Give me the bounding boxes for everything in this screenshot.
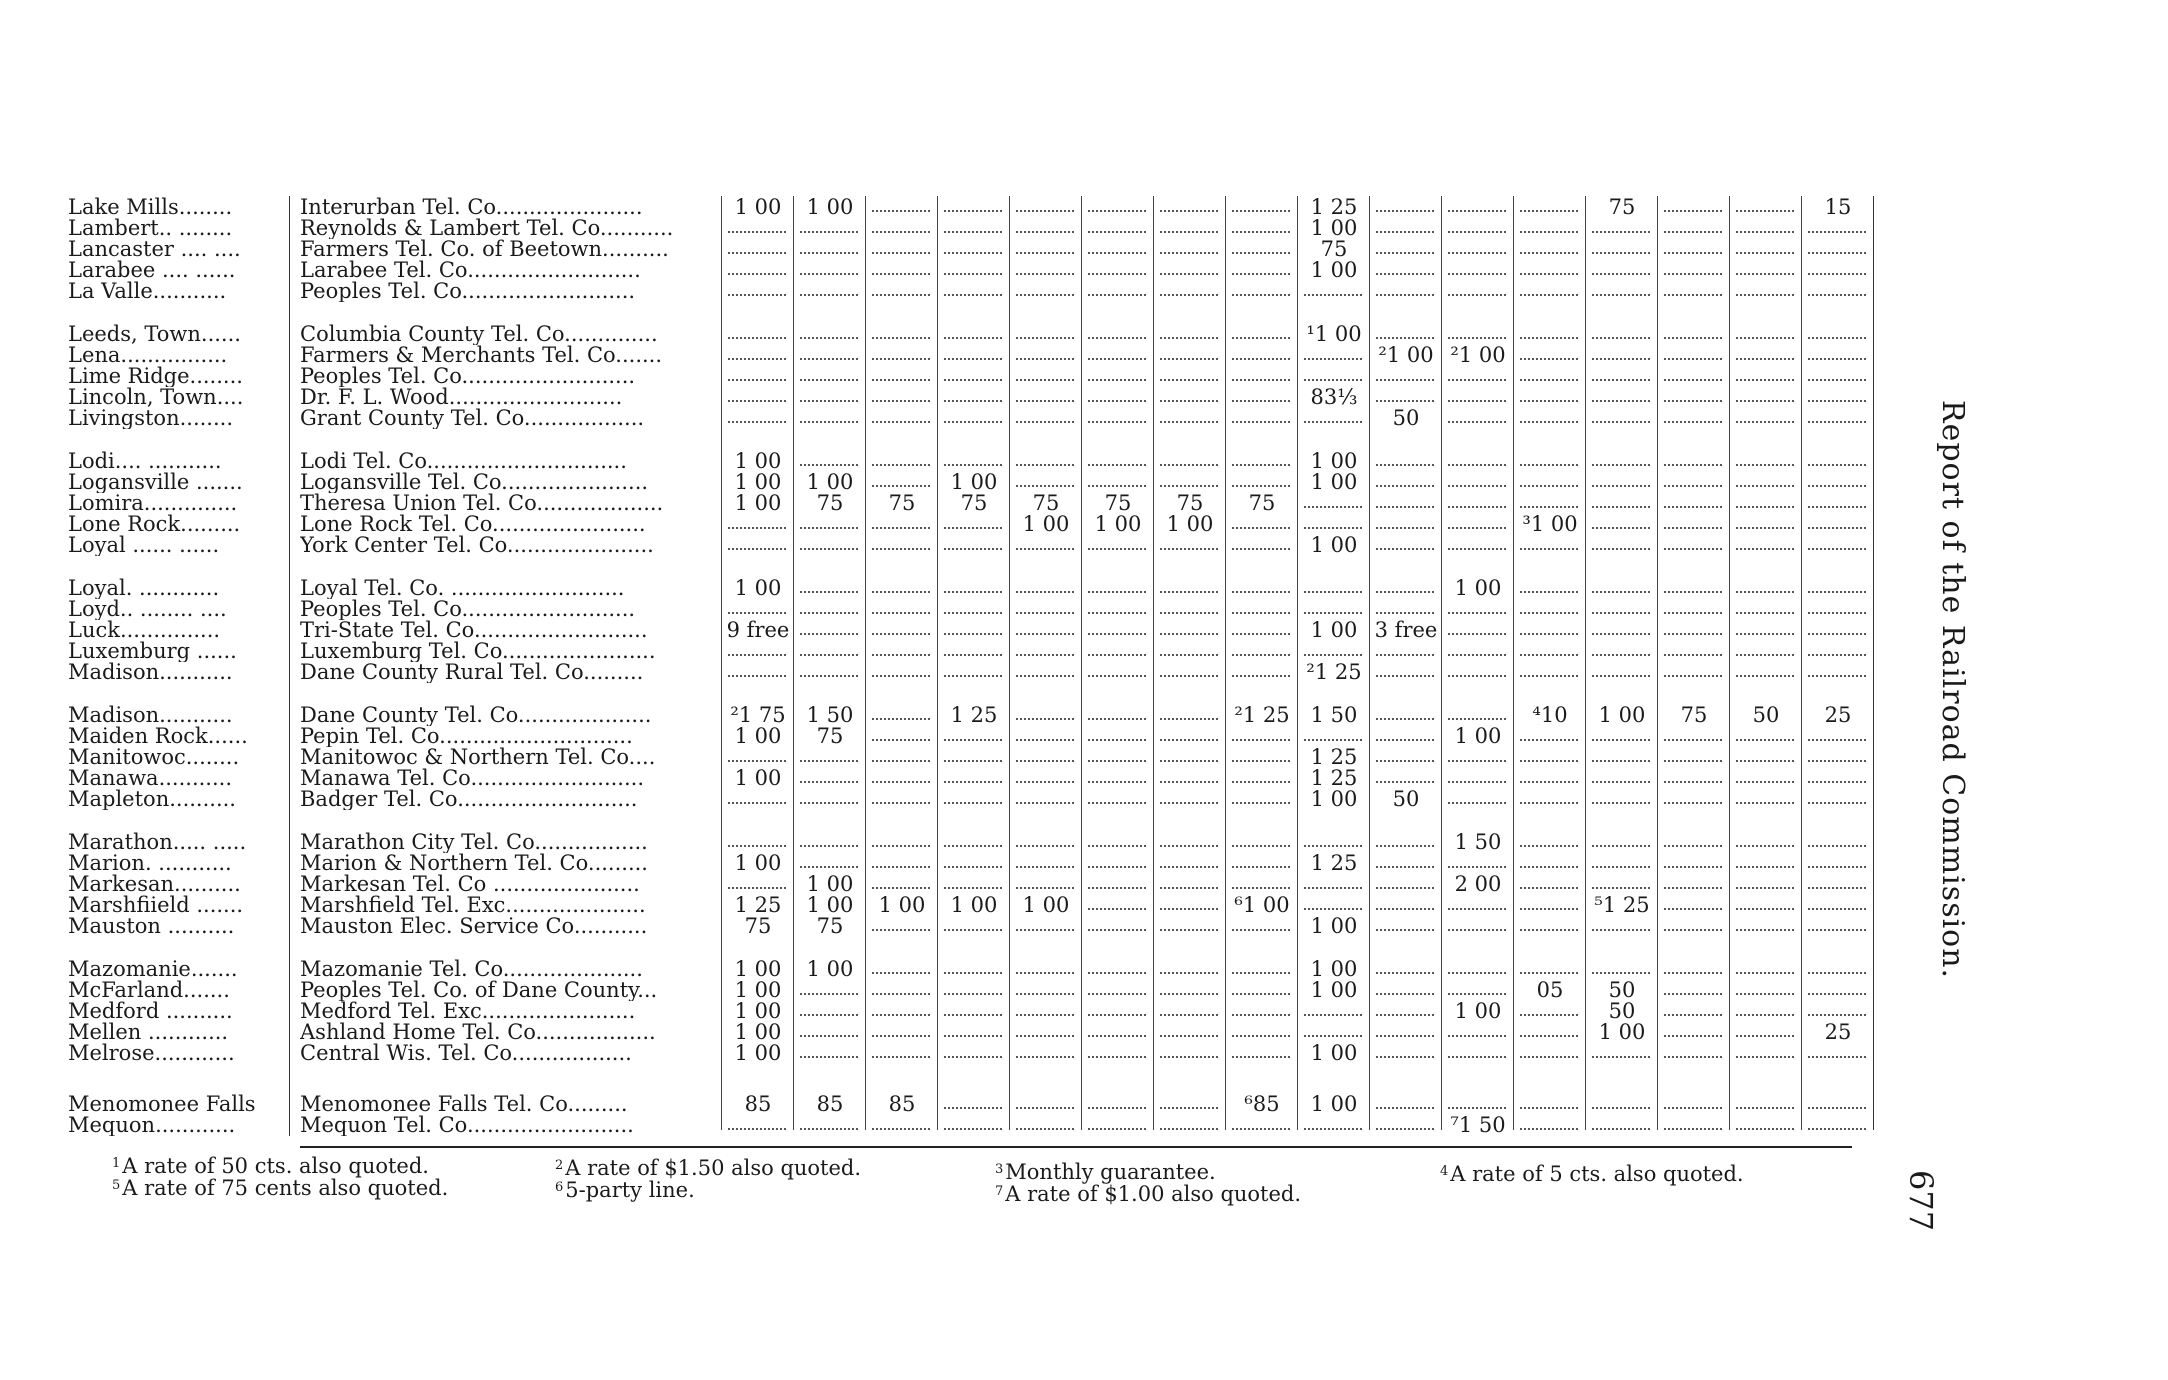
company-name: Peoples Tel. Co.......................... <box>300 598 636 620</box>
company-name: Logansville Tel. Co...................... <box>300 471 649 493</box>
company-name: Ashland Home Tel. Co.................. <box>300 1021 656 1043</box>
rate-cell: 1 00 <box>734 196 782 218</box>
town-name: Luck............... <box>68 619 221 641</box>
rate-cell: 1 25 <box>1310 746 1358 768</box>
rate-cell: 75 <box>816 492 844 514</box>
town-name: Mellen ............ <box>68 1021 229 1043</box>
rate-cell: 1 00 <box>1310 471 1358 493</box>
town-name: Markesan.......... <box>68 873 241 895</box>
town-name: Leeds, Town...... <box>68 323 241 345</box>
rate-cell: 1 00 <box>734 471 782 493</box>
company-name: Lone Rock Tel. Co....................... <box>300 513 646 535</box>
company-name: Mequon Tel. Co......................... <box>300 1114 634 1136</box>
rate-cell: 1 00 <box>878 894 926 916</box>
company-name: Theresa Union Tel. Co................... <box>300 492 664 514</box>
rate-cell: ²1 00 <box>1378 344 1434 366</box>
company-name: Interurban Tel. Co...................... <box>300 196 643 218</box>
town-name: Marshfiield ....... <box>68 894 244 916</box>
rate-cell: 1 00 <box>1310 1093 1358 1115</box>
rate-cell: 1 25 <box>1310 196 1358 218</box>
rate-cell: 1 00 <box>806 196 854 218</box>
town-name: Madison........... <box>68 661 233 683</box>
page-number: 677 <box>1902 1170 1940 1232</box>
rate-cell: 1 00 <box>1598 1021 1646 1043</box>
town-name: Marion. ........... <box>68 852 232 874</box>
company-name: Farmers & Merchants Tel. Co....... <box>300 344 663 366</box>
rate-cell: 1 00 <box>1310 979 1358 1001</box>
rate-cell: 1 00 <box>1166 513 1214 535</box>
company-name: Farmers Tel. Co. of Beetown.......... <box>300 238 669 260</box>
rate-cell: ⁶85 <box>1244 1093 1280 1115</box>
company-name: Manawa Tel. Co.......................... <box>300 767 645 789</box>
rate-cell: 75 <box>888 492 916 514</box>
rate-cell: 1 00 <box>950 894 998 916</box>
town-name: Loyal ...... ...... <box>68 534 220 556</box>
company-name: Luxemburg Tel. Co....................... <box>300 640 656 662</box>
company-name: Mazomanie Tel. Co..................... <box>300 958 643 980</box>
town-name: Logansville ....... <box>68 471 243 493</box>
rate-cell: 25 <box>1824 1021 1852 1043</box>
company-name: Peoples Tel. Co.......................... <box>300 280 636 302</box>
town-name: Manitowoc........ <box>68 746 240 768</box>
rate-cell: ⁶1 00 <box>1234 894 1290 916</box>
town-name: Livingston........ <box>68 407 233 429</box>
company-name: Peoples Tel. Co. of Dane County... <box>300 979 658 1001</box>
rate-cell: 1 00 <box>806 471 854 493</box>
rate-cell: ¹1 00 <box>1306 323 1362 345</box>
company-name: Marshfield Tel. Exc..................... <box>300 894 646 916</box>
company-name: Dane County Rural Tel. Co......... <box>300 661 644 683</box>
rate-cell: 15 <box>1824 196 1852 218</box>
company-name: Dane County Tel. Co.................... <box>300 704 652 726</box>
rate-cell: 1 00 <box>1310 217 1358 239</box>
footnote-2: $^2$A rate of $1.50 also quoted. <box>555 1156 862 1180</box>
rate-cell: ²1 25 <box>1306 661 1362 683</box>
company-name: Grant County Tel. Co.................. <box>300 407 645 429</box>
town-name: Mequon............ <box>68 1114 236 1136</box>
rate-cell: 1 00 <box>734 492 782 514</box>
rate-cell: 75 <box>960 492 988 514</box>
rate-cell: 1 00 <box>734 979 782 1001</box>
rate-cell: 75 <box>1320 238 1348 260</box>
company-name: York Center Tel. Co...................... <box>300 534 654 556</box>
rate-cell: 1 50 <box>1454 831 1502 853</box>
town-name: Luxemburg ...... <box>68 640 237 662</box>
company-name: Tri-State Tel. Co.......................... <box>300 619 648 641</box>
company-name: Pepin Tel. Co............................. <box>300 725 633 747</box>
rate-cell: 1 00 <box>806 958 854 980</box>
rate-cell: 1 00 <box>734 450 782 472</box>
town-name: Melrose............ <box>68 1042 235 1064</box>
town-name: Mauston .......... <box>68 915 235 937</box>
rate-cell: 1 50 <box>1310 704 1358 726</box>
rate-cell: 1 25 <box>950 704 998 726</box>
town-name: Lincoln, Town.... <box>68 386 244 408</box>
company-name: Marathon City Tel. Co................. <box>300 831 648 853</box>
town-name: Marathon..... ..... <box>68 831 247 853</box>
rate-cell: 1 00 <box>1310 619 1358 641</box>
footnote-1: $^1$A rate of 50 cts. also quoted. <box>112 1154 429 1178</box>
rate-cell: 50 <box>1392 788 1420 810</box>
town-name: Larabee .... ...... <box>68 259 236 281</box>
rate-cell: 75 <box>816 915 844 937</box>
rate-cell: 05 <box>1536 979 1564 1001</box>
footnote-4: $^4$A rate of 5 cts. also quoted. <box>1440 1162 1744 1186</box>
town-name: Mazomanie....... <box>68 958 238 980</box>
rate-cell: 3 free <box>1374 619 1438 641</box>
rate-cell: 1 25 <box>734 894 782 916</box>
footnote-3: $^3$Monthly guarantee. <box>995 1160 1216 1184</box>
company-name: Manitowoc & Northern Tel. Co.... <box>300 746 656 768</box>
town-name: Lodi.... ........... <box>68 450 222 472</box>
company-name: Marion & Northern Tel. Co......... <box>300 852 648 874</box>
rate-cell: 1 00 <box>1310 958 1358 980</box>
town-name: Loyd.. ........ .... <box>68 598 227 620</box>
town-name: Lambert.. ........ <box>68 217 233 239</box>
rate-cell: 1 00 <box>734 577 782 599</box>
company-name: Dr. F. L. Wood.......................... <box>300 386 623 408</box>
running-title: Report of the Railroad Commission. <box>1935 400 1970 980</box>
rate-cell: ³1 00 <box>1522 513 1578 535</box>
rate-cell: 1 25 <box>1310 767 1358 789</box>
town-name: Lone Rock......... <box>68 513 241 535</box>
rate-cell: ²1 75 <box>730 704 786 726</box>
town-name: Lake Mills........ <box>68 196 233 218</box>
rate-cell: 1 50 <box>806 704 854 726</box>
rate-cell: 1 00 <box>734 852 782 874</box>
rate-cell: 1 00 <box>1022 513 1070 535</box>
rate-cell: 1 00 <box>1310 450 1358 472</box>
rate-cell: 1 00 <box>1310 534 1358 556</box>
rate-cell: 1 00 <box>1598 704 1646 726</box>
rate-cell: 75 <box>1608 196 1636 218</box>
footnote-7: $^7$A rate of $1.00 also quoted. <box>995 1182 1302 1206</box>
town-name: Mapleton.......... <box>68 788 236 810</box>
rate-cell: ⁷1 50 <box>1450 1114 1506 1136</box>
rate-cell: 83⅓ <box>1310 386 1358 408</box>
rate-cell: 1 00 <box>734 1042 782 1064</box>
rate-cell: 1 00 <box>1310 259 1358 281</box>
rate-cell: 85 <box>744 1093 772 1115</box>
rate-cell: 1 00 <box>734 725 782 747</box>
rate-cell: 1 00 <box>1454 725 1502 747</box>
footnote-5: $^5$A rate of 75 cents also quoted. <box>112 1176 449 1200</box>
rate-cell: 1 00 <box>806 894 854 916</box>
rate-cell: 50 <box>1392 407 1420 429</box>
rate-cell: 2 00 <box>1454 873 1502 895</box>
company-name: Larabee Tel. Co.......................... <box>300 259 641 281</box>
rate-cell: 1 00 <box>734 1021 782 1043</box>
company-name: Columbia County Tel. Co.............. <box>300 323 658 345</box>
rate-cell: 1 00 <box>1310 1042 1358 1064</box>
rate-cell: 75 <box>744 915 772 937</box>
rate-cell: ⁵1 25 <box>1594 894 1650 916</box>
company-name: Loyal Tel. Co. .......................... <box>300 577 625 599</box>
rate-cell: 75 <box>1248 492 1276 514</box>
footnote-6: $^6$5-party line. <box>555 1178 695 1202</box>
town-name: Loyal. ............ <box>68 577 220 599</box>
rate-cell: 1 00 <box>806 873 854 895</box>
town-name: Lancaster .... .... <box>68 238 241 260</box>
company-name: Peoples Tel. Co.......................... <box>300 365 636 387</box>
rate-cell: 1 00 <box>950 471 998 493</box>
rate-cell: 75 <box>1680 704 1708 726</box>
rate-cell: 1 00 <box>1310 915 1358 937</box>
company-name: Menomonee Falls Tel. Co......... <box>300 1093 628 1115</box>
rate-cell: 1 00 <box>734 958 782 980</box>
rate-cell: 1 00 <box>734 1000 782 1022</box>
rate-cell: 9 free <box>726 619 790 641</box>
town-name: Menomonee Falls <box>68 1093 256 1115</box>
rate-cell: 85 <box>816 1093 844 1115</box>
company-name: Central Wis. Tel. Co.................. <box>300 1042 632 1064</box>
rate-cell: 1 25 <box>1310 852 1358 874</box>
company-name: Reynolds & Lambert Tel. Co........... <box>300 217 674 239</box>
rate-cell: 1 00 <box>1310 788 1358 810</box>
company-name: Mauston Elec. Service Co........... <box>300 915 648 937</box>
town-name: La Valle........... <box>68 280 227 302</box>
rate-cell: ²1 00 <box>1450 344 1506 366</box>
rate-cell: 1 00 <box>1454 577 1502 599</box>
town-name: Maiden Rock...... <box>68 725 248 747</box>
company-name: Badger Tel. Co........................... <box>300 788 638 810</box>
rate-cell: 1 00 <box>1022 894 1070 916</box>
rate-cell: ²1 25 <box>1234 704 1290 726</box>
rate-cell: 1 00 <box>1454 1000 1502 1022</box>
rate-cell: 50 <box>1608 1000 1636 1022</box>
rate-cell: 85 <box>888 1093 916 1115</box>
rate-cell: 75 <box>1104 492 1132 514</box>
rate-cell: 50 <box>1608 979 1636 1001</box>
town-name: Lomira.............. <box>68 492 238 514</box>
town-name: Lime Ridge........ <box>68 365 243 387</box>
company-name: Lodi Tel. Co.............................. <box>300 450 627 472</box>
rate-cell: ⁴10 <box>1532 704 1568 726</box>
town-name: Lena................ <box>68 344 228 366</box>
rate-cell: 75 <box>1032 492 1060 514</box>
rate-cell: 50 <box>1752 704 1780 726</box>
rate-cell: 1 00 <box>1094 513 1142 535</box>
town-name: McFarland....... <box>68 979 230 1001</box>
town-name: Manawa........... <box>68 767 232 789</box>
company-name: Medford Tel. Exc....................... <box>300 1000 636 1022</box>
town-name: Madison........... <box>68 704 233 726</box>
town-name: Medford .......... <box>68 1000 233 1022</box>
company-name: Markesan Tel. Co ...................... <box>300 873 640 895</box>
rate-cell: 75 <box>816 725 844 747</box>
rate-cell: 1 00 <box>734 767 782 789</box>
rate-cell: 75 <box>1176 492 1204 514</box>
rate-cell: 25 <box>1824 704 1852 726</box>
